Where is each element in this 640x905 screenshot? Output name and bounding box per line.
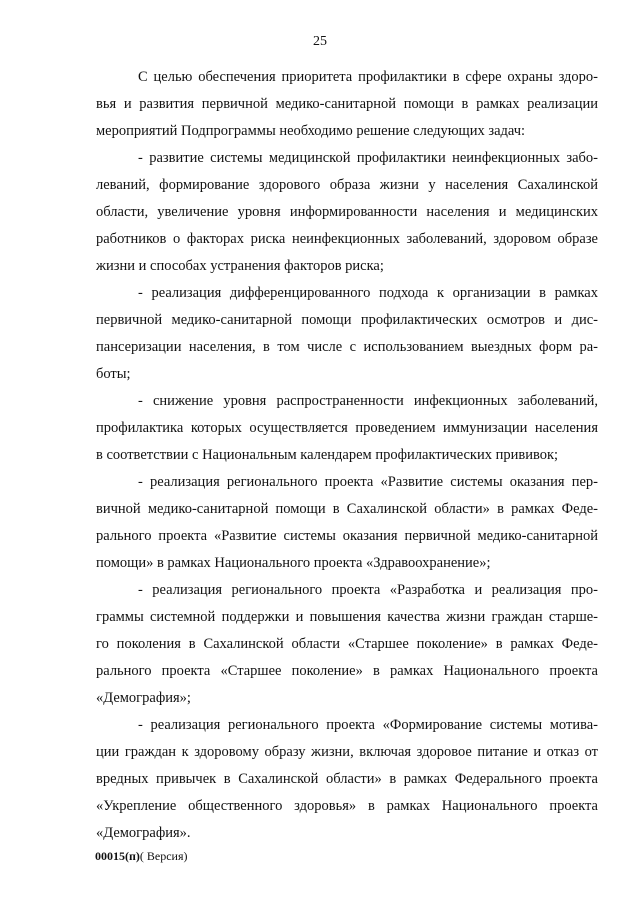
text-line: рального проекта «Развитие системы оказания первичной медико-санитарной xyxy=(96,528,598,544)
page-number: 25 xyxy=(313,34,327,49)
text-line: С целью обеспечения приоритета профилактики в сфере охраны здоро- xyxy=(138,69,598,85)
text-line: «Демография». xyxy=(96,825,191,841)
text-line: - реализация дифференцированного подхода к организации в рамках xyxy=(138,285,598,301)
text-line: граммы системной поддержки и повышения качества жизни граждан старше- xyxy=(96,609,598,625)
text-line: в соответствии с Национальным календарем профилактических прививок; xyxy=(96,447,559,463)
footer-version: ( Версия) xyxy=(139,849,188,863)
text-line: ции граждан к здоровому образу жизни, включая здоровое питание и отказ от xyxy=(96,744,598,760)
text-line: работников о факторах риска неинфекционных заболеваний, здоровом образе xyxy=(96,231,598,247)
footer xyxy=(95,849,188,864)
text-line: жизни и способах устранения факторов риска; xyxy=(96,258,384,274)
text-line: первичной медико-санитарной помощи профилактических осмотров и дис- xyxy=(96,312,598,328)
text-line: профилактика которых осуществляется проведением иммунизации населения xyxy=(96,420,598,436)
text-line: пансеризации населения, в том числе с использованием выездных форм ра- xyxy=(96,339,598,355)
paragraph xyxy=(96,469,598,577)
text-line: го поколения в Сахалинской области «Старшее поколение» в рамках Феде- xyxy=(96,636,598,652)
text-line: - снижение уровня распространенности инфекционных заболеваний, xyxy=(138,393,598,409)
body-text xyxy=(96,64,598,847)
text-line: «Демография»; xyxy=(96,690,191,706)
text-line: рального проекта «Старшее поколение» в рамках Национального проекта xyxy=(96,663,598,679)
text-line: - реализация регионального проекта «Разработка и реализация про- xyxy=(138,582,598,598)
footer-document-code: 00015(п) xyxy=(95,849,140,863)
paragraph xyxy=(96,145,598,280)
text-line: - реализация регионального проекта «Развитие системы оказания пер- xyxy=(138,474,598,490)
paragraph xyxy=(96,64,598,145)
text-line: боты; xyxy=(96,366,131,382)
text-line: мероприятий Подпрограммы необходимо решение следующих задач: xyxy=(96,123,526,139)
text-line: «Укрепление общественного здоровья» в рамках Национального проекта xyxy=(96,798,598,814)
paragraph xyxy=(96,388,598,469)
paragraph xyxy=(96,577,598,712)
text-line: - развитие системы медицинской профилактики неинфекционных забо- xyxy=(138,150,598,166)
text-line: вредных привычек в Сахалинской области» в рамках Федерального проекта xyxy=(96,771,598,787)
text-line: вья и развития первичной медико-санитарной помощи в рамках реализации xyxy=(96,96,598,112)
text-line: леваний, формирование здорового образа жизни у населения Сахалинской xyxy=(96,177,598,193)
paragraph xyxy=(96,712,598,847)
paragraph xyxy=(96,280,598,388)
text-line: области, увеличение уровня информированности населения и медицинских xyxy=(96,204,598,220)
text-line: - реализация регионального проекта «Формирование системы мотива- xyxy=(138,717,598,733)
text-line: помощи» в рамках Национального проекта «Здравоохранение»; xyxy=(96,555,491,571)
text-line: вичной медико-санитарной помощи в Сахалинской области» в рамках Феде- xyxy=(96,501,598,517)
